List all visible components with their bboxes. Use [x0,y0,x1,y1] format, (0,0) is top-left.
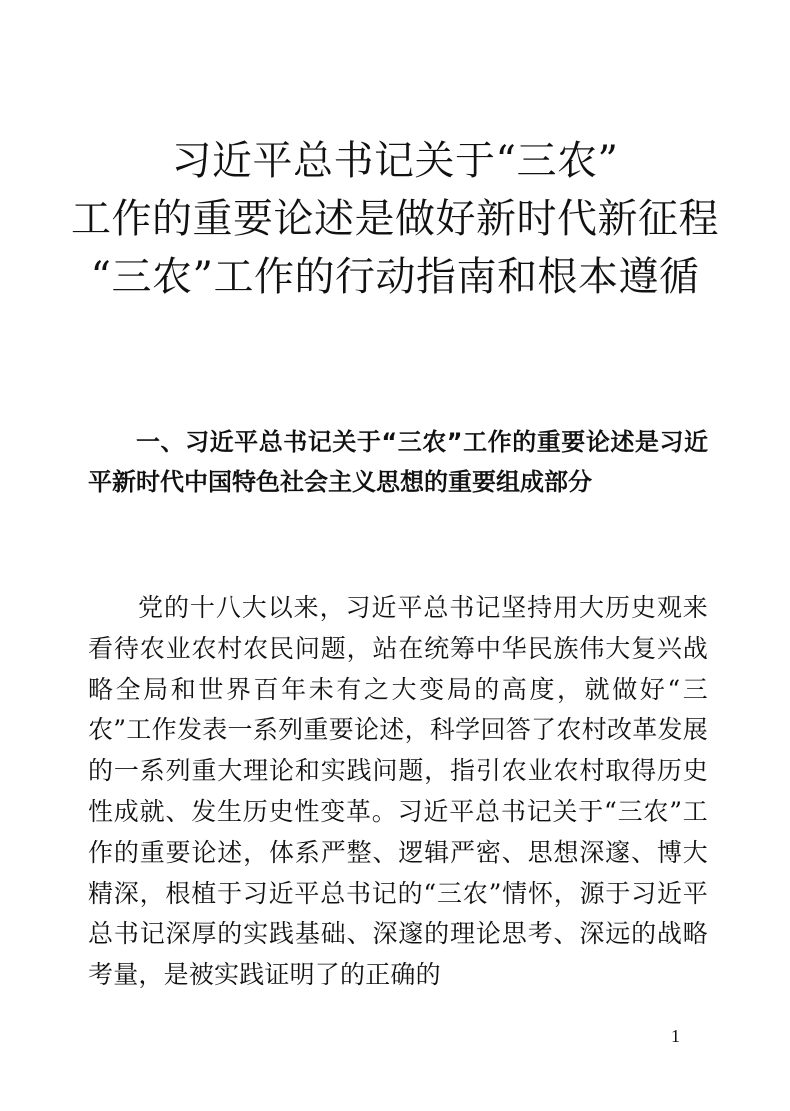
body-paragraph: 党的十八大以来，习近平总书记坚持用大历史观来看待农业农村农民问题，站在统筹中华民族伟大复兴战略全局和世界百年未有之大变局的高度，就做好“三农”工作发表一系列重要论述，科学回答了农村改革发展的一系列重大理论和实践问题，指引农业农村取得历史性成就、发生历史性变革。习近平总书记关于“三农”工作的重要论述，体系严整、逻辑严密、思想深邃、博大精深，根植于习近平总书记的“三农”情怀，源于习近平总书记深厚的实践基础、深邃的理论思考、深远的战略考量，是被实践证明了的正确的 [88,593,708,990]
page-number: 1 [671,1026,680,1046]
title-line-2: 工作的重要论述是做好新时代新征程 [71,196,719,242]
document-title [70,132,720,306]
title-line-1: 习近平总书记关于“三农” [171,138,619,184]
section-heading: 一、习近平总书记关于“三农”工作的重要论述是习近平新时代中国特色社会主义思想的重要组成部分 [88,428,708,496]
title-line-3: “三农”工作的行动指南和根本遵循 [90,254,700,300]
